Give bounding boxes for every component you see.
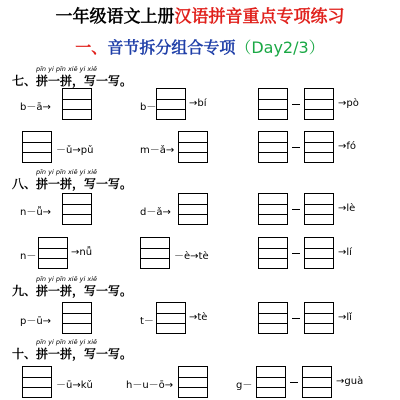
subtitle-prefix: 一、: [75, 38, 108, 57]
exercise-label: m－ǎ→: [140, 145, 175, 156]
exercise-label: d－ǎ→: [140, 207, 171, 218]
exercise-label: →pò: [338, 98, 359, 109]
writing-box[interactable]: [62, 193, 92, 225]
exercise-label: －è→tè: [174, 251, 209, 262]
exercise-label: →fó: [338, 141, 357, 152]
writing-box[interactable]: [156, 302, 186, 334]
exercise-label: t－: [140, 316, 154, 327]
exercise-label: b－ā→: [20, 102, 51, 113]
writing-box[interactable]: [304, 302, 334, 334]
section-10-text: 拼一拼，写一写。: [36, 347, 133, 361]
exercise-label: －ū→kǔ: [56, 380, 93, 391]
writing-box[interactable]: [178, 366, 208, 398]
exercise-label: →lí: [338, 247, 352, 258]
dash-line: [292, 318, 300, 319]
dash-line: [292, 209, 300, 210]
writing-box[interactable]: [304, 237, 334, 269]
writing-box[interactable]: [304, 88, 334, 120]
title-red: 汉语拼音重点专项练习: [174, 7, 345, 27]
exercise-label: →lè: [338, 203, 356, 214]
dash-line: [292, 104, 300, 105]
section-9-pinyin: pīn yi pīn xiě yi xiě: [36, 275, 98, 283]
title-black: 一年级语文上册: [55, 7, 175, 27]
section-10-pinyin: pīn yi pīn xiě yi xiě: [36, 338, 98, 346]
dash-line: [292, 253, 300, 254]
section-8-pinyin: pīn yi pīn xiě yi xiě: [36, 168, 98, 176]
exercise-label: g－: [236, 380, 253, 391]
exercise-label: →nǚ: [71, 247, 93, 258]
writing-box[interactable]: [22, 366, 52, 398]
section-9-number: 九、: [12, 284, 37, 298]
exercise-label: →guà: [336, 376, 364, 387]
section-10-heading: [12, 345, 132, 362]
section-7-number: 七、: [12, 74, 37, 88]
writing-box[interactable]: [62, 88, 92, 120]
section-8-number: 八、: [12, 177, 37, 191]
writing-box[interactable]: [62, 302, 92, 334]
exercise-label: n－: [20, 251, 37, 262]
dash-line: [290, 382, 298, 383]
section-7-pinyin: pīn yi pīn xiě yi xiě: [36, 65, 98, 73]
page-subtitle: [0, 35, 400, 58]
section-8-heading: [12, 175, 132, 192]
writing-box[interactable]: [258, 88, 288, 120]
dash-line: [292, 147, 300, 148]
section-7-text: 拼一拼，写一写。: [36, 74, 133, 88]
exercise-label: p－ū→: [20, 316, 52, 327]
writing-box[interactable]: [156, 88, 186, 120]
section-9-heading: [12, 282, 132, 299]
section-10-number: 十、: [12, 347, 37, 361]
exercise-label: n－ǚ→: [20, 207, 52, 218]
writing-box[interactable]: [258, 302, 288, 334]
exercise-label: →lǐ: [338, 312, 352, 323]
section-8-text: 拼一拼，写一写。: [36, 177, 133, 191]
writing-box[interactable]: [38, 237, 68, 269]
exercise-label: －ǔ→pǔ: [56, 145, 94, 156]
writing-box[interactable]: [178, 131, 208, 163]
writing-box[interactable]: [140, 237, 170, 269]
subtitle-main: 音节拆分组合专项: [107, 38, 236, 57]
section-9-text: 拼一拼，写一写。: [36, 284, 133, 298]
writing-box[interactable]: [22, 131, 52, 163]
page-title: [0, 2, 400, 27]
writing-box[interactable]: [302, 366, 332, 398]
writing-box[interactable]: [258, 237, 288, 269]
writing-box[interactable]: [304, 131, 334, 163]
writing-box[interactable]: [258, 193, 288, 225]
exercise-label: →tè: [189, 312, 208, 323]
exercise-label: b－: [140, 102, 157, 113]
writing-box[interactable]: [258, 131, 288, 163]
writing-box[interactable]: [178, 193, 208, 225]
section-7-heading: [12, 72, 132, 89]
subtitle-tag: （Day2/3）: [235, 38, 325, 57]
exercise-label: h－u－ō→: [126, 380, 174, 391]
exercise-label: →bí: [189, 98, 207, 109]
writing-box[interactable]: [304, 193, 334, 225]
writing-box[interactable]: [256, 366, 286, 398]
